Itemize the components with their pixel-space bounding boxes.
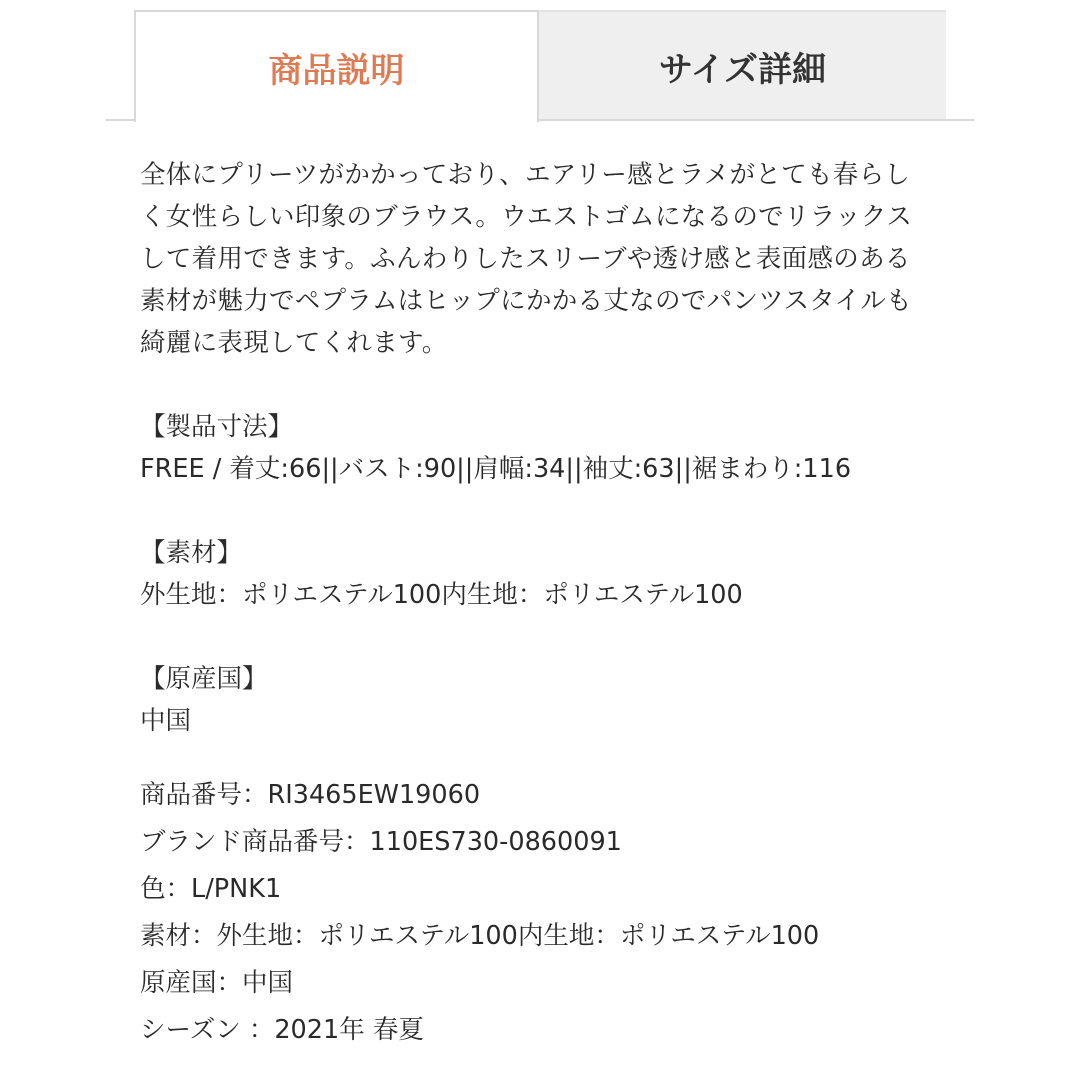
spacer xyxy=(140,616,940,658)
dimensions-heading: 【製品寸法】 xyxy=(140,412,294,442)
material-value: 外生地：ポリエステル100内生地：ポリエステル100 xyxy=(140,580,743,610)
material-heading: 【素材】 xyxy=(140,538,243,568)
detail-tabs xyxy=(106,10,974,122)
tab-product-description[interactable] xyxy=(134,10,539,122)
spec-item-color: 色：L/PNK1 xyxy=(140,874,282,904)
spec-item-brand-number: ブランド商品番号：110ES730-0860091 xyxy=(140,827,622,857)
spacer xyxy=(140,742,940,772)
description-line: く女性らしい印象のブラウス。ウエストゴムになるのでリラックス xyxy=(140,202,913,232)
description-line: 全体にプリーツがかかっており、エアリー感とラメがとても春らし xyxy=(140,160,911,190)
spec-item-season: シーズン ：2021年 春夏 xyxy=(140,1015,424,1045)
spec-item-material: 素材：外生地：ポリエステル100内生地：ポリエステル100 xyxy=(140,921,820,951)
dimensions-value: FREE / 着丈:66||バスト:90||肩幅:34||袖丈:63||裾まわり:116 xyxy=(140,454,852,484)
description-line: 素材が魅力でペプラムはヒップにかかる丈なのでパンツスタイルも xyxy=(140,286,912,316)
origin-value: 中国 xyxy=(140,706,192,736)
spacer xyxy=(140,364,940,406)
tab-size-details[interactable] xyxy=(539,10,946,120)
spacer xyxy=(140,490,940,532)
spec-item-origin: 原産国：中国 xyxy=(140,968,294,998)
description-line: 綺麗に表現してくれます。 xyxy=(140,328,448,358)
product-description-text xyxy=(140,154,940,364)
spec-list xyxy=(140,772,940,1054)
tab-size-details-label: サイズ詳細 xyxy=(658,49,827,90)
origin-heading: 【原産国】 xyxy=(140,664,268,694)
description-panel xyxy=(140,154,940,1054)
tab-product-description-label: 商品説明 xyxy=(268,50,405,91)
description-line: して着用できます。ふんわりしたスリーブや透け感と表面感のある xyxy=(140,244,911,274)
spec-item-product-number: 商品番号：RI3465EW19060 xyxy=(140,780,481,810)
